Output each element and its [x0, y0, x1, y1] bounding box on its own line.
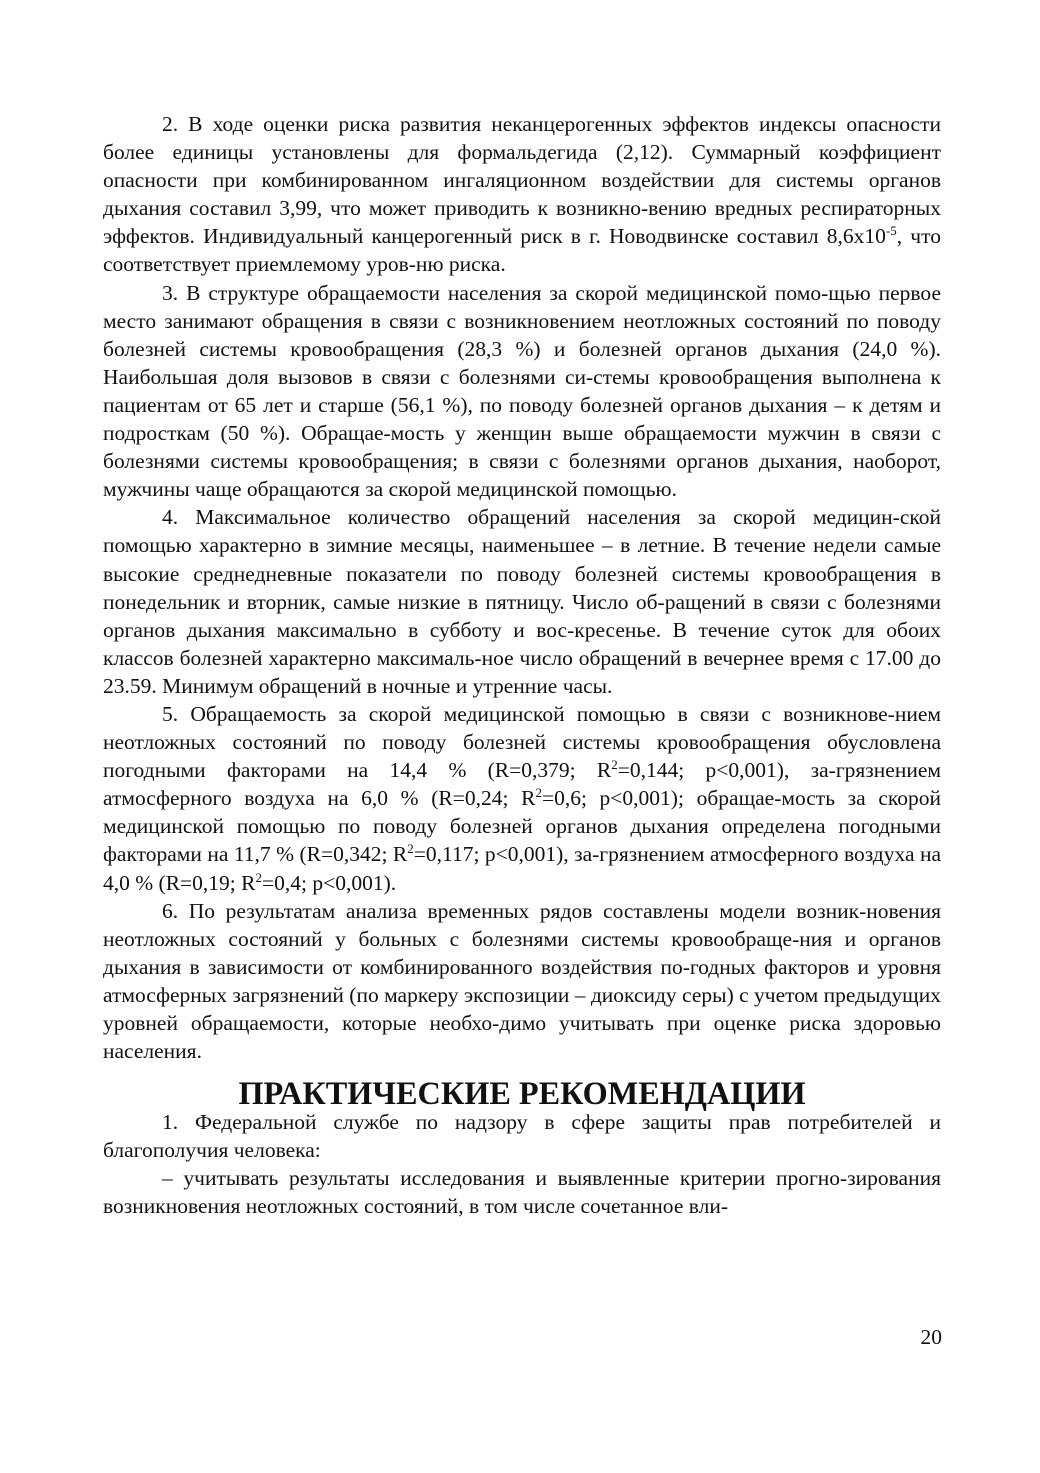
superscript: 2 [407, 841, 414, 857]
conclusion-item-3: 3. В структуре обращаемости населения за скорой медицинской помо-щью первое место занимают обращения в связи с возникновением неотложных состояний по поводу болезней системы кровообращения (28,3 %) и болезней органов дыхания (24,0 %). Наибольшая доля вызовов в связи с болезнями си-стемы кровообращения выполнена к пациентам от 65 лет и старше (56,1 %), по поводу болезней органов дыхания – к детям и подросткам (50 %). Обращае-мость у женщин выше обращаемости мужчин в связи с болезнями системы кровообращения; в связи с болезнями органов дыхания, наоборот, мужчины чаще обращаются за скорой медицинской помощью. [103, 280, 941, 502]
exponent: -5 [885, 223, 897, 239]
page-number: 20 [920, 1325, 942, 1349]
conclusion-item-5-text: =0,6; р<0,001); обращае-мость за скорой медицинской помощью по поводу болезней органов дыхания определена погодными факторами на 11,7 % (R=0,342; R [103, 786, 941, 867]
conclusion-item-5-text: =0,117; р<0,001), за-грязнением атмосферного воздуха на 4,0 % (R=0,19; R [103, 842, 941, 895]
superscript: 2 [611, 757, 618, 772]
recommendation-dash-item: – учитывать результаты исследования и выявленные критерии прогно-зирования возникновения неотложных состояний, в том числе сочетанное вли- [103, 1166, 941, 1219]
conclusion-item-5-text: 5. Обращаемость за скорой медицинской помощью в связи с возникнове-нием неотложных состояний по поводу болезней системы кровообращения обусловлена погодными факторами на 14,4 % (R=0,379; R [103, 701, 941, 783]
recommendation-item-1: 1. Федеральной службе по надзору в сфере защиты прав потребителей и благополучия человека: [103, 1110, 941, 1163]
section-heading: ПРАКТИЧЕСКИЕ РЕКОМЕНДАЦИИ [238, 1075, 806, 1112]
conclusion-item-5 [103, 700, 941, 897]
conclusion-item-2 [103, 110, 941, 279]
document-page [103, 110, 941, 1221]
conclusion-item-2-text: 2. В ходе оценки риска развития неканцерогенных эффектов индексы опасности более единицы установлены для формальдегида (2,12). Суммарный коэффициент опасности при комбинированном ингаляционном воздействии для системы органов дыхания составил 3,99, что может приводить к возникно-вению вредных респираторных эффектов. Индивидуальный канцерогенный риск в г. Новодвинске составил 8,6х10 [103, 112, 941, 249]
superscript: 2 [535, 785, 542, 801]
superscript: 2 [255, 869, 262, 885]
conclusion-item-5-text: =0,144; р<0,001), за-грязнением атмосферного воздуха на 6,0 % (R=0,24; R [103, 758, 941, 811]
conclusion-item-4: 4. Максимальное количество обращений населения за скорой медицин-ской помощью характерно в зимние месяцы, наименьшее – в летние. В течение недели самые высокие среднедневные показатели по поводу болезней системы кровообращения в понедельник и вторник, самые низкие в пятницу. Число об-ращений в связи с болезнями органов дыхания максимально в субботу и вос-кресенье. В течение суток для обоих классов болезней характерно максималь-ное число обращений в вечернее время с 17.00 до 23.59. Минимум обращений в ночные и утренние часы. [103, 505, 941, 698]
conclusion-item-2-text-end: , что соответствует приемлемому уров-ню риска. [103, 224, 941, 277]
conclusion-item-6: 6. По результатам анализа временных рядов составлены модели возник-новения неотложных состояний у больных с болезнями системы кровообраще-ния и органов дыхания в зависимости от комбинированного воздействия по-годных факторов и уровня атмосферных загрязнений (по маркеру экспозиции – диоксиду серы) с учетом предыдущих уровней обращаемости, которые необхо-димо учитывать при оценке риска здоровью населения. [103, 898, 941, 1064]
conclusion-item-5-text: =0,4; р<0,001). [261, 870, 397, 895]
